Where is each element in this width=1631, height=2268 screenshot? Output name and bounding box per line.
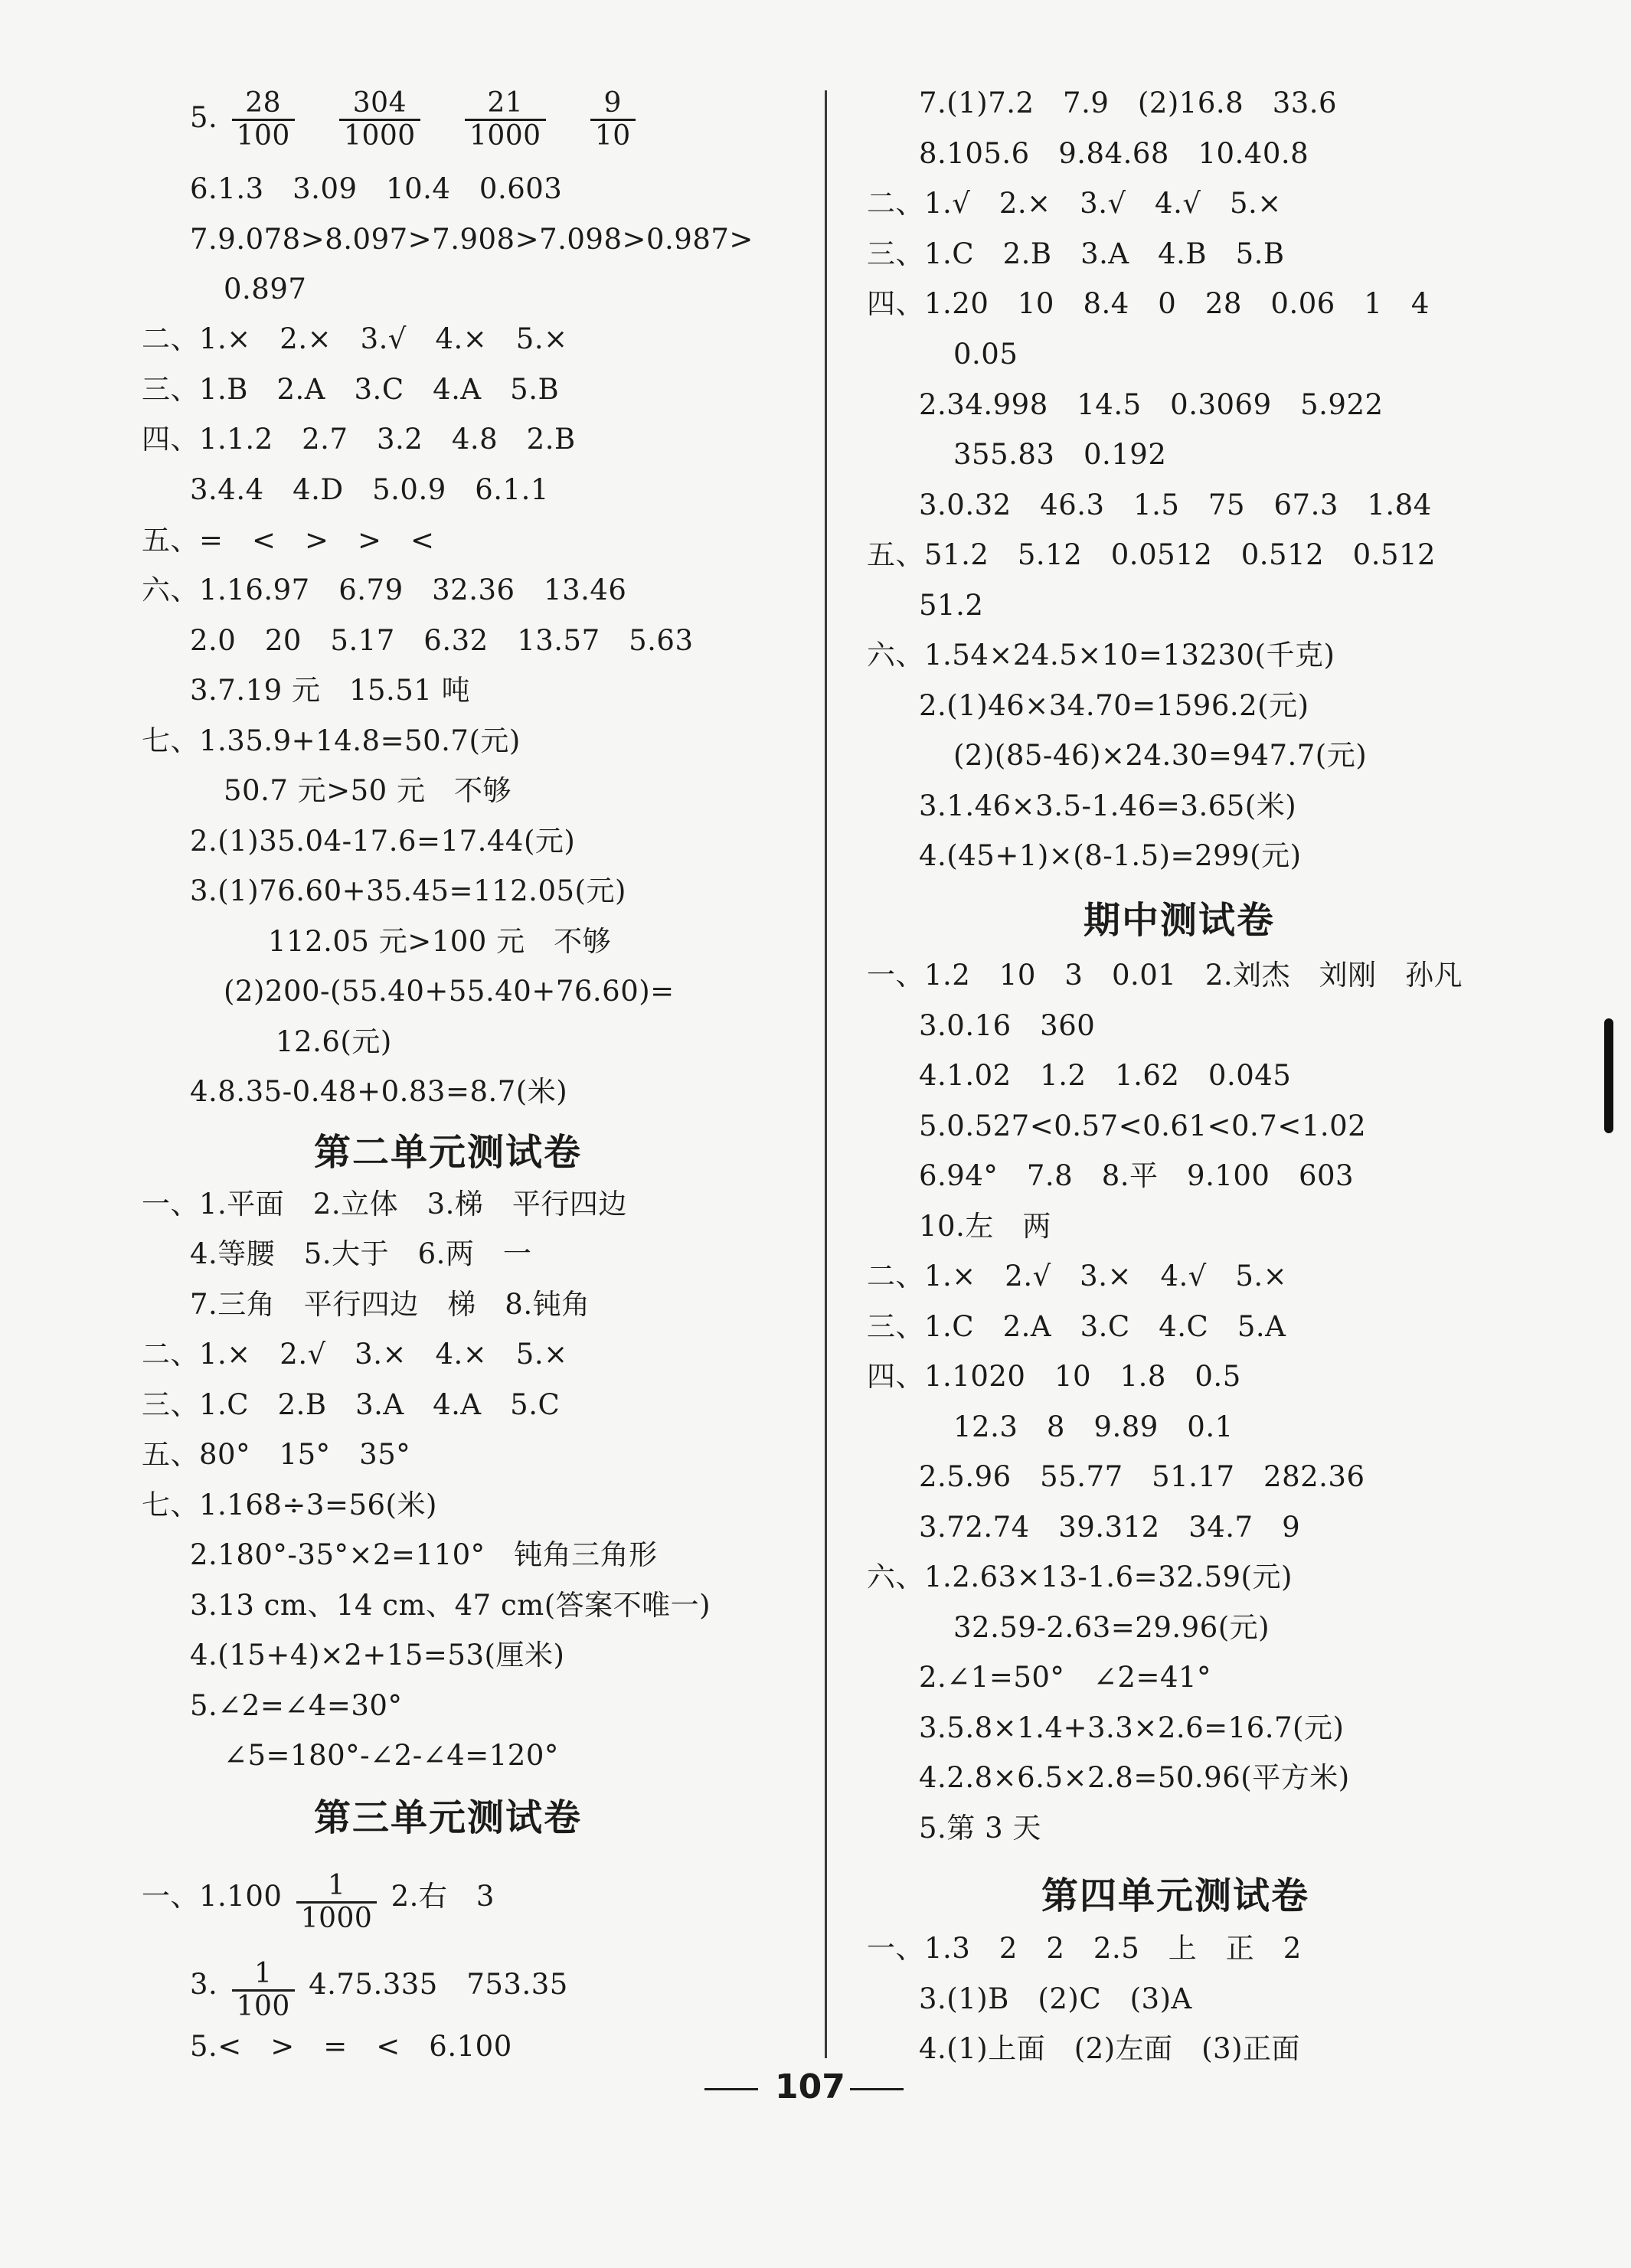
answer-line: 四、1.20 10 8.4 0 28 0.06 1 4 — [867, 287, 1430, 320]
answer-line: 50.7 元>50 元 不够 — [224, 774, 512, 807]
answer-line: 5.< > = < 6.100 — [190, 2030, 512, 2063]
answer-line: 一、1.2 10 3 0.01 2.刘杰 刘刚 孙凡 — [867, 959, 1463, 992]
answer-line: 六、1.2.63×13-1.6=32.59(元) — [867, 1560, 1293, 1593]
answer-line: 3.7.19 元 15.51 吨 — [190, 674, 471, 707]
numerator: 1 — [296, 1871, 378, 1904]
fraction — [296, 1871, 378, 1934]
answer-line: 五、= < > > < — [142, 524, 435, 557]
item-text: 4.75.335 753.35 — [309, 1968, 568, 2001]
numerator: 28 — [232, 88, 295, 121]
fraction — [232, 88, 295, 152]
answer-line: 六、1.16.97 6.79 32.36 13.46 — [142, 574, 627, 606]
answer-line: 7.三角 平行四边 梯 8.钝角 — [190, 1288, 590, 1321]
item-text: 一、1.100 — [142, 1880, 283, 1913]
denominator: 1000 — [469, 120, 541, 152]
numerator: 21 — [465, 88, 546, 121]
numerator: 9 — [590, 88, 636, 121]
denominator: 100 — [236, 1991, 290, 2022]
answer-line: 3.1.46×3.5-1.46=3.65(米) — [919, 789, 1297, 822]
answer-line: 3.13 cm、14 cm、47 cm(答案不唯一) — [190, 1589, 711, 1622]
answer-line: 六、1.54×24.5×10=13230(千克) — [867, 639, 1335, 672]
answer-line: 8.105.6 9.84.68 10.40.8 — [919, 137, 1309, 170]
answer-line: 12.3 8 9.89 0.1 — [953, 1410, 1234, 1443]
answer-line: 2.(1)35.04-17.6=17.44(元) — [190, 825, 576, 858]
answer-line: 4.2.8×6.5×2.8=50.96(平方米) — [919, 1761, 1350, 1794]
answer-line — [190, 88, 640, 152]
answer-line — [190, 1959, 568, 2022]
answer-line: 4.(45+1)×(8-1.5)=299(元) — [919, 839, 1302, 872]
answer-line: 6.94° 7.8 8.平 9.100 603 — [919, 1159, 1355, 1192]
answer-line: 5.∠2=∠4=30° — [190, 1689, 403, 1722]
answer-line: 二、1.× 2.√ 3.× 4.√ 5.× — [867, 1260, 1288, 1292]
answer-line: 4.(15+4)×2+15=53(厘米) — [190, 1639, 565, 1672]
page-number-dash-left — [704, 2088, 758, 2090]
answer-line: 51.2 — [919, 589, 984, 622]
answer-line: ∠5=180°-∠2-∠4=120° — [224, 1739, 559, 1772]
answer-line: 2.∠1=50° ∠2=41° — [919, 1661, 1212, 1694]
answer-line: 3.0.32 46.3 1.5 75 67.3 1.84 — [919, 489, 1432, 521]
numerator: 1 — [232, 1959, 295, 1992]
answer-line: 2.5.96 55.77 51.17 282.36 — [919, 1460, 1365, 1493]
answer-line: 0.05 — [953, 338, 1018, 371]
answer-line: 2.180°-35°×2=110° 钝角三角形 — [190, 1538, 658, 1571]
item-text: 3. — [190, 1968, 218, 2001]
section-title: 第三单元测试卷 — [314, 1796, 583, 1839]
fraction — [590, 88, 636, 152]
denominator: 100 — [236, 120, 290, 152]
fraction — [232, 1959, 295, 2022]
answer-line: 三、1.C 2.A 3.C 4.C 5.A — [867, 1310, 1286, 1343]
answer-line: 7.9.078>8.097>7.908>7.098>0.987> — [190, 223, 753, 256]
answer-line: 2.0 20 5.17 6.32 13.57 5.63 — [190, 624, 694, 657]
answer-line: 三、1.B 2.A 3.C 4.A 5.B — [142, 373, 560, 406]
answer-line: 4.(1)上面 (2)左面 (3)正面 — [919, 2032, 1301, 2065]
denominator: 10 — [594, 120, 631, 152]
answer-line: 二、1.× 2.× 3.√ 4.× 5.× — [142, 322, 568, 355]
answer-line: 2.34.998 14.5 0.3069 5.922 — [919, 388, 1384, 421]
answer-line: (2)(85-46)×24.30=947.7(元) — [953, 739, 1368, 772]
answer-line: 一、1.3 2 2 2.5 上 正 2 — [867, 1932, 1302, 1965]
answer-line: 二、1.√ 2.× 3.√ 4.√ 5.× — [867, 187, 1282, 220]
answer-line: 7.(1)7.2 7.9 (2)16.8 33.6 — [919, 87, 1338, 119]
answer-line: 3.72.74 39.312 34.7 9 — [919, 1511, 1301, 1544]
answer-line: (2)200-(55.40+55.40+76.60)= — [224, 975, 675, 1008]
section-title: 第二单元测试卷 — [314, 1131, 583, 1174]
answer-line: 4.8.35-0.48+0.83=8.7(米) — [190, 1075, 568, 1108]
answer-line: 一、1.平面 2.立体 3.梯 平行四边 — [142, 1188, 627, 1221]
answer-line: 3.0.16 360 — [919, 1009, 1096, 1042]
answer-line: 355.83 0.192 — [953, 438, 1167, 471]
denominator: 1000 — [300, 1903, 373, 1934]
answer-line: 5.第 3 天 — [919, 1812, 1041, 1845]
answer-line — [142, 1871, 495, 1934]
answer-line: 七、1.35.9+14.8=50.7(元) — [142, 724, 521, 757]
answer-line: 3.(1)76.60+35.45=112.05(元) — [190, 874, 626, 907]
page-number-dash-right — [850, 2088, 904, 2090]
answer-line: 3.5.8×1.4+3.3×2.6=16.7(元) — [919, 1711, 1345, 1744]
fraction — [339, 88, 420, 152]
answer-line: 三、1.C 2.B 3.A 4.B 5.B — [867, 237, 1285, 270]
answer-line: 四、1.1.2 2.7 3.2 4.8 2.B — [142, 423, 576, 456]
section-title: 第四单元测试卷 — [1041, 1874, 1310, 1917]
answer-line: 3.(1)B (2)C (3)A — [919, 1982, 1192, 2015]
answer-line: 2.(1)46×34.70=1596.2(元) — [919, 689, 1309, 722]
answer-line: 三、1.C 2.B 3.A 4.A 5.C — [142, 1388, 561, 1421]
answer-line: 4.等腰 5.大于 6.两 一 — [190, 1237, 532, 1270]
answer-line: 5.0.527<0.57<0.61<0.7<1.02 — [919, 1109, 1367, 1142]
answer-line: 五、80° 15° 35° — [142, 1438, 411, 1471]
column-divider — [825, 90, 827, 2058]
answer-line: 4.1.02 1.2 1.62 0.045 — [919, 1059, 1292, 1092]
section-title: 期中测试卷 — [1084, 899, 1276, 942]
item-number: 5. — [190, 101, 218, 134]
denominator: 1000 — [344, 120, 416, 152]
answer-line: 112.05 元>100 元 不够 — [268, 925, 612, 958]
answer-line: 12.6(元) — [276, 1025, 392, 1058]
answer-line: 32.59-2.63=29.96(元) — [953, 1611, 1270, 1644]
page-number: 107 — [775, 2067, 845, 2106]
answer-line: 10.左 两 — [919, 1210, 1051, 1243]
answer-line: 6.1.3 3.09 10.4 0.603 — [190, 172, 563, 205]
answer-line: 四、1.1020 10 1.8 0.5 — [867, 1360, 1241, 1393]
fraction — [465, 88, 546, 152]
answer-line: 3.4.4 4.D 5.0.9 6.1.1 — [190, 473, 549, 506]
ink-mark — [1604, 1018, 1613, 1133]
numerator: 304 — [339, 88, 420, 121]
item-text: 2.右 3 — [391, 1880, 495, 1913]
answer-line: 二、1.× 2.√ 3.× 4.× 5.× — [142, 1338, 568, 1371]
answer-line: 七、1.168÷3=56(米) — [142, 1489, 437, 1521]
answer-line: 0.897 — [224, 273, 307, 306]
answer-line: 五、51.2 5.12 0.0512 0.512 0.512 — [867, 538, 1437, 571]
